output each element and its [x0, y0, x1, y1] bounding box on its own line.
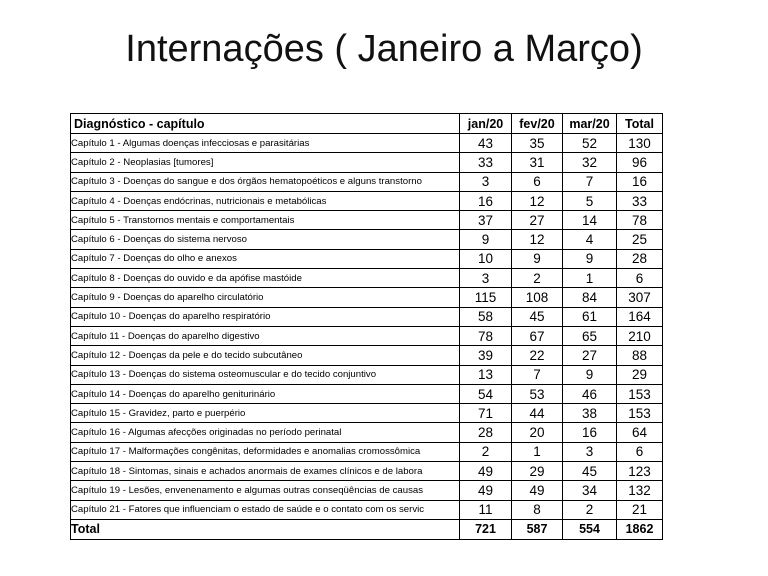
jan20-cell: 2 — [460, 442, 512, 461]
diagnosis-cell: Capítulo 8 - Doenças do ouvido e da apófise mastóide — [71, 269, 460, 288]
diagnosis-cell: Capítulo 6 - Doenças do sistema nervoso — [71, 230, 460, 249]
fev20-cell: 2 — [512, 269, 563, 288]
jan20-cell: 58 — [460, 307, 512, 326]
table-row — [71, 423, 663, 442]
fev20-cell: 45 — [512, 307, 563, 326]
jan20-cell: 78 — [460, 326, 512, 345]
total-cell: 88 — [617, 346, 663, 365]
diagnosis-cell: Capítulo 3 - Doenças do sangue e dos órgãos hematopoéticos e alguns transtorno — [71, 172, 460, 191]
diagnosis-cell: Capítulo 2 - Neoplasias [tumores] — [71, 153, 460, 172]
header-jan20: jan/20 — [460, 114, 512, 134]
mar20-cell: 65 — [563, 326, 617, 345]
fev20-cell: 20 — [512, 423, 563, 442]
total-cell: 153 — [617, 404, 663, 423]
mar20-cell: 3 — [563, 442, 617, 461]
diagnosis-cell: Capítulo 4 - Doenças endócrinas, nutricionais e metabólicas — [71, 191, 460, 210]
total-grand: 1862 — [617, 519, 663, 539]
jan20-cell: 28 — [460, 423, 512, 442]
mar20-cell: 2 — [563, 500, 617, 519]
diagnosis-cell: Capítulo 15 - Gravidez, parto e puerpério — [71, 404, 460, 423]
mar20-cell: 9 — [563, 365, 617, 384]
fev20-cell: 7 — [512, 365, 563, 384]
fev20-cell: 31 — [512, 153, 563, 172]
mar20-cell: 38 — [563, 404, 617, 423]
jan20-cell: 43 — [460, 134, 512, 153]
mar20-cell: 14 — [563, 211, 617, 230]
table-row — [71, 365, 663, 384]
table-row — [71, 230, 663, 249]
table-row — [71, 346, 663, 365]
diagnosis-cell: Capítulo 10 - Doenças do aparelho respiratório — [71, 307, 460, 326]
total-fev20: 587 — [512, 519, 563, 539]
mar20-cell: 4 — [563, 230, 617, 249]
mar20-cell: 34 — [563, 481, 617, 500]
total-cell: 33 — [617, 191, 663, 210]
mar20-cell: 27 — [563, 346, 617, 365]
jan20-cell: 10 — [460, 249, 512, 268]
total-mar20: 554 — [563, 519, 617, 539]
diagnosis-cell: Capítulo 9 - Doenças do aparelho circulatório — [71, 288, 460, 307]
table-header-row — [71, 114, 663, 134]
header-total: Total — [617, 114, 663, 134]
table-row — [71, 172, 663, 191]
mar20-cell: 84 — [563, 288, 617, 307]
fev20-cell: 9 — [512, 249, 563, 268]
total-label: Total — [71, 519, 460, 539]
mar20-cell: 46 — [563, 384, 617, 403]
table-row — [71, 384, 663, 403]
table-row — [71, 249, 663, 268]
total-cell: 96 — [617, 153, 663, 172]
jan20-cell: 115 — [460, 288, 512, 307]
jan20-cell: 3 — [460, 269, 512, 288]
total-jan20: 721 — [460, 519, 512, 539]
diagnosis-cell: Capítulo 21 - Fatores que influenciam o estado de saúde e o contato com os servic — [71, 500, 460, 519]
total-cell: 307 — [617, 288, 663, 307]
total-cell: 29 — [617, 365, 663, 384]
mar20-cell: 5 — [563, 191, 617, 210]
page-title: Internações ( Janeiro a Março) — [125, 28, 643, 70]
diagnosis-cell: Capítulo 12 - Doenças da pele e do tecido subcutâneo — [71, 346, 460, 365]
mar20-cell: 61 — [563, 307, 617, 326]
diagnosis-cell: Capítulo 7 - Doenças do olho e anexos — [71, 249, 460, 268]
fev20-cell: 1 — [512, 442, 563, 461]
total-cell: 123 — [617, 462, 663, 481]
fev20-cell: 35 — [512, 134, 563, 153]
total-cell: 28 — [617, 249, 663, 268]
fev20-cell: 29 — [512, 462, 563, 481]
jan20-cell: 3 — [460, 172, 512, 191]
total-cell: 153 — [617, 384, 663, 403]
total-cell: 132 — [617, 481, 663, 500]
table-row — [71, 500, 663, 519]
jan20-cell: 39 — [460, 346, 512, 365]
total-cell: 130 — [617, 134, 663, 153]
mar20-cell: 16 — [563, 423, 617, 442]
mar20-cell: 45 — [563, 462, 617, 481]
table-row — [71, 462, 663, 481]
jan20-cell: 49 — [460, 481, 512, 500]
header-mar20: mar/20 — [563, 114, 617, 134]
mar20-cell: 52 — [563, 134, 617, 153]
diagnosis-cell: Capítulo 18 - Sintomas, sinais e achados anormais de exames clínicos e de labora — [71, 462, 460, 481]
fev20-cell: 12 — [512, 230, 563, 249]
mar20-cell: 1 — [563, 269, 617, 288]
total-cell: 64 — [617, 423, 663, 442]
total-cell: 21 — [617, 500, 663, 519]
fev20-cell: 108 — [512, 288, 563, 307]
total-cell: 6 — [617, 442, 663, 461]
fev20-cell: 67 — [512, 326, 563, 345]
diagnosis-cell: Capítulo 16 - Algumas afecções originadas no período perinatal — [71, 423, 460, 442]
table-row — [71, 211, 663, 230]
jan20-cell: 33 — [460, 153, 512, 172]
mar20-cell: 32 — [563, 153, 617, 172]
diagnosis-cell: Capítulo 19 - Lesões, envenenamento e algumas outras conseqüências de causas — [71, 481, 460, 500]
diagnosis-cell: Capítulo 13 - Doenças do sistema osteomuscular e do tecido conjuntivo — [71, 365, 460, 384]
fev20-cell: 27 — [512, 211, 563, 230]
jan20-cell: 37 — [460, 211, 512, 230]
diagnosis-cell: Capítulo 11 - Doenças do aparelho digestivo — [71, 326, 460, 345]
jan20-cell: 9 — [460, 230, 512, 249]
jan20-cell: 71 — [460, 404, 512, 423]
table-row — [71, 404, 663, 423]
table-row — [71, 307, 663, 326]
fev20-cell: 12 — [512, 191, 563, 210]
total-cell: 210 — [617, 326, 663, 345]
total-cell: 16 — [617, 172, 663, 191]
jan20-cell: 11 — [460, 500, 512, 519]
jan20-cell: 13 — [460, 365, 512, 384]
jan20-cell: 49 — [460, 462, 512, 481]
jan20-cell: 54 — [460, 384, 512, 403]
total-cell: 6 — [617, 269, 663, 288]
fev20-cell: 53 — [512, 384, 563, 403]
mar20-cell: 9 — [563, 249, 617, 268]
fev20-cell: 49 — [512, 481, 563, 500]
fev20-cell: 8 — [512, 500, 563, 519]
mar20-cell: 7 — [563, 172, 617, 191]
admissions-table — [70, 113, 663, 540]
table-row — [71, 442, 663, 461]
diagnosis-cell: Capítulo 14 - Doenças do aparelho geniturinário — [71, 384, 460, 403]
total-row — [71, 519, 663, 539]
total-cell: 164 — [617, 307, 663, 326]
table-row — [71, 134, 663, 153]
total-cell: 25 — [617, 230, 663, 249]
total-cell: 78 — [617, 211, 663, 230]
table-row — [71, 288, 663, 307]
fev20-cell: 44 — [512, 404, 563, 423]
header-diagnostico: Diagnóstico - capítulo — [71, 114, 460, 134]
diagnosis-cell: Capítulo 1 - Algumas doenças infecciosas e parasitárias — [71, 134, 460, 153]
table-row — [71, 326, 663, 345]
jan20-cell: 16 — [460, 191, 512, 210]
table-row — [71, 191, 663, 210]
table-row — [71, 269, 663, 288]
table-row — [71, 481, 663, 500]
diagnosis-cell: Capítulo 17 - Malformações congênitas, deformidades e anomalias cromossômica — [71, 442, 460, 461]
fev20-cell: 22 — [512, 346, 563, 365]
header-fev20: fev/20 — [512, 114, 563, 134]
table-row — [71, 153, 663, 172]
fev20-cell: 6 — [512, 172, 563, 191]
diagnosis-cell: Capítulo 5 - Transtornos mentais e comportamentais — [71, 211, 460, 230]
